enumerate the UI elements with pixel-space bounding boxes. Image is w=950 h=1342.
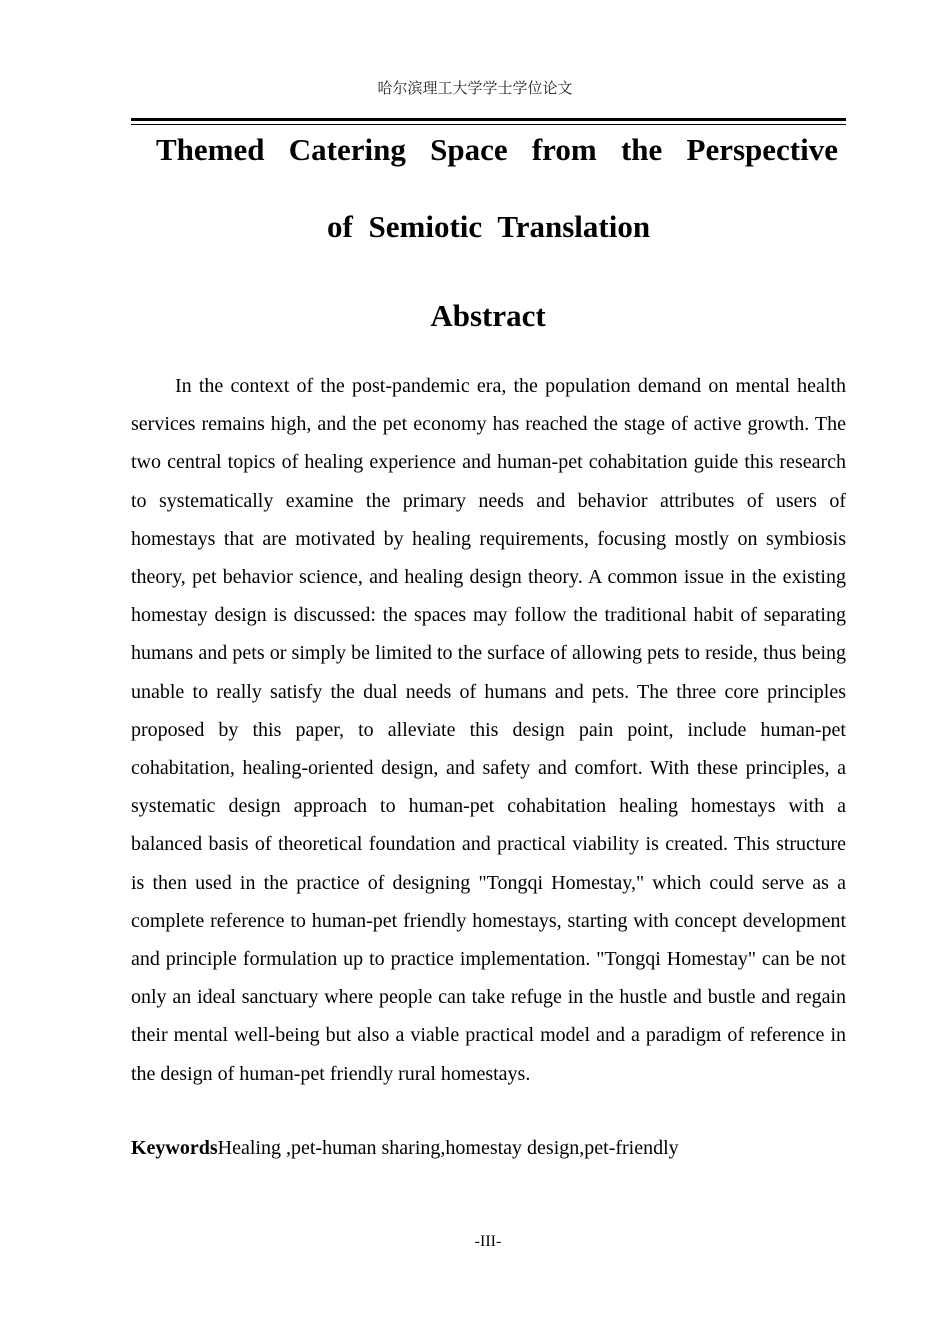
running-header: 哈尔滨理工大学学士学位论文	[377, 79, 573, 97]
keywords-label: Keywords	[131, 1137, 218, 1159]
header-rule-thin	[131, 124, 846, 125]
abstract-body: In the context of the post-pandemic era, the population demand on mental health services remains high, and the pet economy has reached the stage of active growth. The two central topics of healing experience and human-pet cohabitation guide this research to systematically examine the primary needs and behavior attributes of users of homestays that are motivated by healing requirements, focusing mostly on symbiosis theory, pet behavior science, and healing design theory. A common issue in the existing homestay design is discussed: the spaces may follow the traditional habit of separating humans and pets or simply be limited to the surface of allowing pets to reside, thus being unable to really satisfy the dual needs of humans and pets. The three core principles proposed by this paper, to alleviate this design pain point, include human-pet cohabitation, healing-oriented design, and safety and comfort. With these principles, a systematic design approach to human-pet cohabitation healing homestays with a balanced basis of theoretical foundation and practical viability is created. This structure is then used in the practice of designing "Tongqi Homestay," which could serve as a complete reference to human-pet friendly homestays, starting with concept development and principle formulation up to practice implementation. "Tongqi Homestay" can be not only an ideal sanctuary where people can take refuge in the hustle and bustle and regain their mental well-being but also a viable practical model and a paradigm of reference in the design of human-pet friendly rural homestays.	[131, 375, 846, 1085]
paper-title-line-1: Themed Catering Space from the Perspective	[156, 132, 838, 167]
header-rule-thick	[131, 118, 846, 121]
abstract-heading: Abstract	[430, 298, 546, 333]
paper-title-line-2: of Semiotic Translation	[326, 209, 651, 244]
keywords-line	[131, 1129, 846, 1167]
page-number: -III-	[474, 1233, 502, 1250]
keywords-text: Healing ,pet-human sharing,homestay design,pet-friendly	[217, 1137, 679, 1159]
